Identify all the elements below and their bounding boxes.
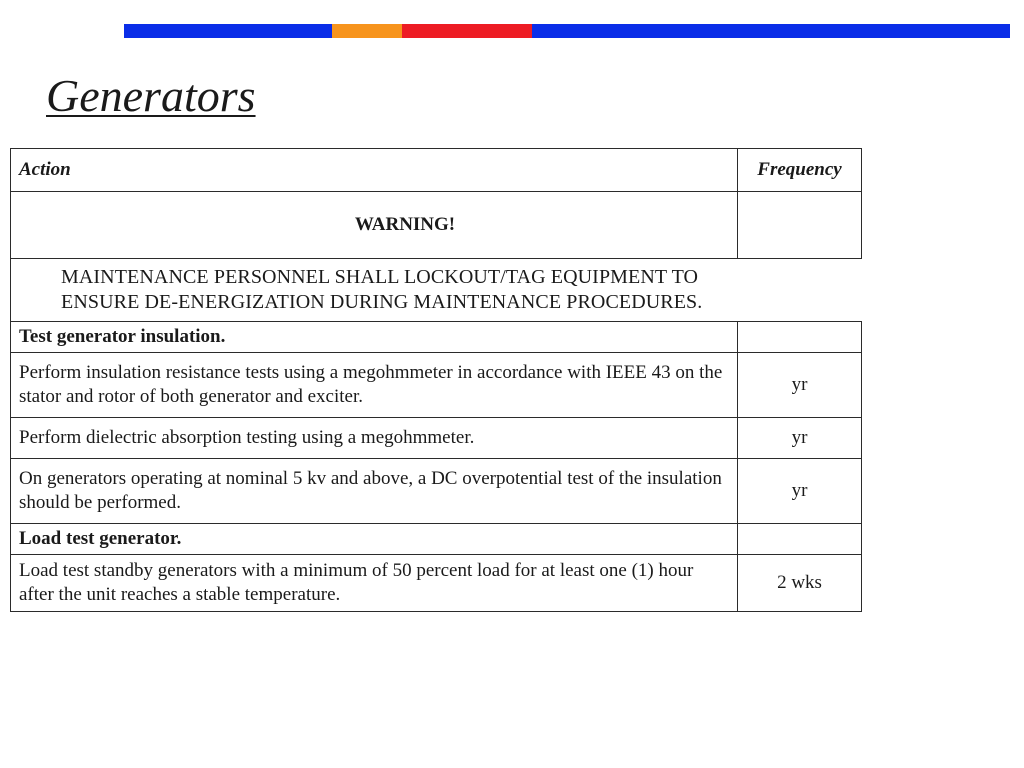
lockout-notice bbox=[11, 259, 862, 322]
section-row bbox=[11, 322, 862, 353]
table-row bbox=[11, 353, 862, 418]
section-frequency-cell bbox=[738, 524, 862, 555]
slide-title: Generators bbox=[46, 70, 256, 121]
frequency-cell: yr bbox=[738, 353, 862, 418]
frequency-cell: 2 wks bbox=[738, 555, 862, 612]
action-column-header: Action bbox=[11, 149, 738, 192]
maintenance-table bbox=[10, 148, 862, 612]
frequency-column-header: Frequency bbox=[738, 149, 862, 192]
table-header-row bbox=[11, 149, 862, 192]
section-frequency-cell bbox=[738, 322, 862, 353]
table-row bbox=[11, 418, 862, 459]
action-cell: Perform insulation resistance tests using a megohmmeter in accordance with IEEE 43 on the stator and rotor of both generator and exciter. bbox=[11, 353, 738, 418]
notice-line-1: MAINTENANCE PERSONNEL SHALL LOCKOUT/TAG EQUIPMENT TO bbox=[61, 266, 699, 288]
table-row bbox=[11, 555, 862, 612]
decorative-color-bar bbox=[124, 24, 1010, 38]
bar-segment-orange bbox=[332, 24, 402, 38]
bar-segment-blue bbox=[124, 24, 332, 38]
bar-segment-blue-right bbox=[532, 24, 1010, 38]
action-cell: Load test standby generators with a minimum of 50 percent load for at least one (1) hour after the unit reaches a stable temperature. bbox=[11, 555, 738, 612]
section-row bbox=[11, 524, 862, 555]
table-row bbox=[11, 459, 862, 524]
warning-frequency-cell bbox=[738, 192, 862, 259]
notice-row bbox=[11, 259, 862, 322]
frequency-cell: yr bbox=[738, 418, 862, 459]
notice-line-2: ENSURE DE-ENERGIZATION DURING MAINTENANCE PROCEDURES. bbox=[61, 291, 703, 313]
warning-label: WARNING! bbox=[11, 192, 738, 259]
bar-segment-red bbox=[402, 24, 532, 38]
frequency-cell: yr bbox=[738, 459, 862, 524]
action-cell: Perform dielectric absorption testing using a megohmmeter. bbox=[11, 418, 738, 459]
warning-row bbox=[11, 192, 862, 259]
section-title: Load test generator. bbox=[11, 524, 738, 555]
section-title: Test generator insulation. bbox=[11, 322, 738, 353]
action-cell: On generators operating at nominal 5 kv and above, a DC overpotential test of the insulation should be performed. bbox=[11, 459, 738, 524]
